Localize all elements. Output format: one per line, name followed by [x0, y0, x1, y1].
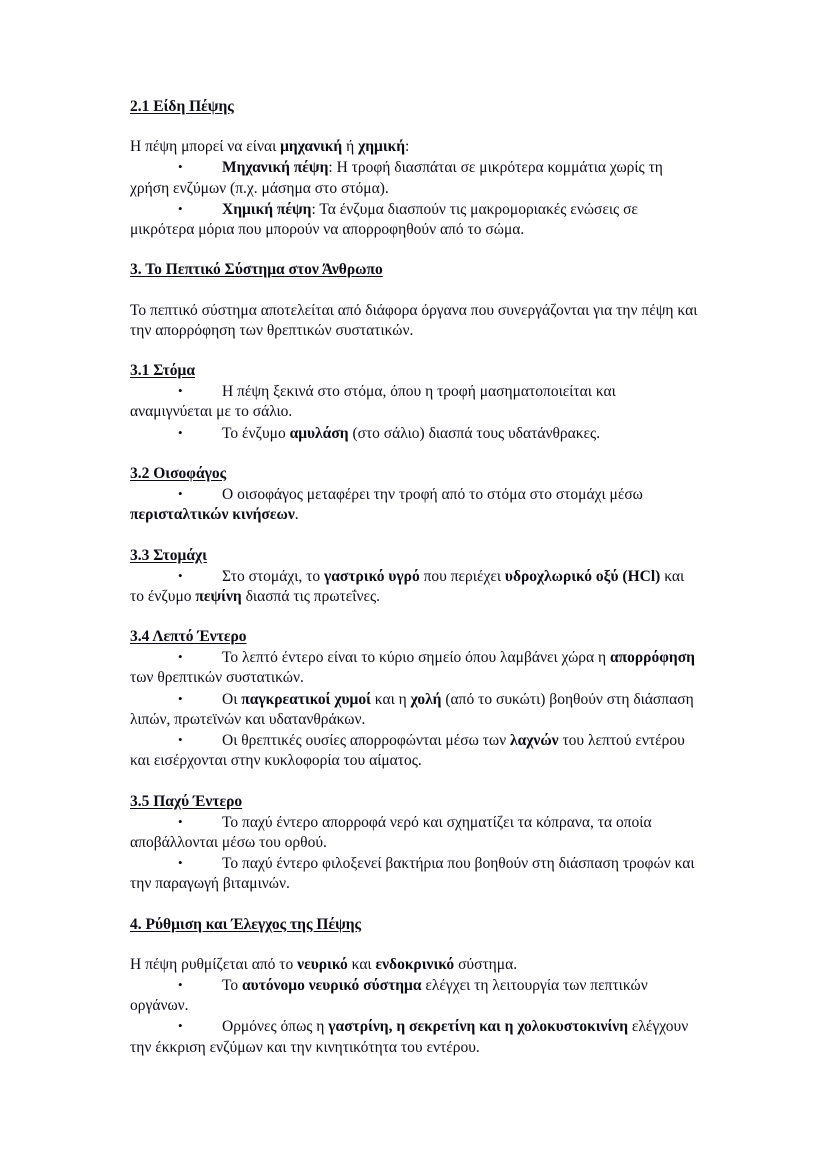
text-run-bold: πεψίνη [195, 587, 242, 605]
bullet-list-item [130, 157, 698, 198]
text-run: Οι θρεπτικές ουσίες απορροφώνται μέσω των [222, 731, 510, 749]
bullet-list [130, 812, 698, 895]
text-run-bold: γαστρίνη, η σεκρετίνη και η χολοκυστοκινίνη [328, 1018, 628, 1036]
bullet-list-item [130, 566, 698, 607]
text-run: Το πεπτικό σύστημα αποτελείται από διάφορα όργανα που συνεργάζονται για την πέψη και την απορρόφηση των θρεπτικών συστατικών. [130, 301, 698, 339]
text-run: : Τα ένζυμα διασπούν τις μακρομοριακές ενώσεις σε μικρότερα μόρια που μπορούν να απορροφηθούν από το σώμα. [130, 200, 638, 238]
bullet-list-item [130, 199, 698, 240]
text-run: Η πέψη μπορεί να είναι [130, 138, 281, 156]
section-heading: 3.1 Στόμα [130, 362, 195, 380]
text-run: και το ένζυμο [130, 567, 685, 605]
bullet-list [130, 157, 698, 240]
paragraph-spacer [130, 240, 698, 260]
text-run-bold: απορρόφηση [609, 649, 695, 667]
paragraph-spacer [130, 525, 698, 545]
text-run: Το λεπτό έντερο είναι το κύριο σημείο όπου λαμβάνει χώρα η [222, 649, 610, 667]
paragraph-spacer [130, 280, 698, 300]
bullet-list-item [130, 484, 698, 525]
text-run-bold: Μηχανική πέψη [222, 159, 329, 177]
bullet-list [130, 566, 698, 607]
bullet-list-item [130, 853, 698, 894]
text-run: Το [222, 976, 243, 994]
section-heading: 3.3 Στομάχι [130, 546, 207, 564]
bullet-list-item [130, 689, 698, 730]
bullet-list [130, 484, 698, 525]
bullet-list [130, 381, 698, 444]
text-run-bold: χημική [358, 138, 406, 156]
text-run-bold: μηχανική [280, 138, 343, 156]
text-run: του λεπτού εντέρου και εισέρχονται στην κυκλοφορία του αίματος. [130, 731, 685, 770]
text-run: που περιέχει [419, 567, 505, 585]
text-run-bold: Χημική πέψη [222, 200, 312, 218]
body-paragraph [130, 955, 698, 975]
text-run: Η πέψη ρυθμίζεται από το [130, 955, 298, 973]
section-heading: 3.4 Λεπτό Έντερο [130, 628, 247, 646]
text-run: διασπά τις πρωτεΐνες. [241, 587, 380, 605]
paragraph-spacer [130, 117, 698, 137]
paragraph-spacer [130, 935, 698, 955]
text-run-bold: ενδοκρινικό [375, 955, 455, 973]
text-run: ή [342, 138, 359, 156]
text-run: Το παχύ έντερο φιλοξενεί βακτήρια που βοηθούν στη διάσπαση τροφών και την παραγωγή βιταμινών. [130, 854, 695, 893]
bullet-point-icon [178, 157, 222, 178]
bullet-list-item [130, 812, 698, 853]
text-run-bold: υδροχλωρικό οξύ (HCl) [504, 567, 661, 585]
bullet-list [130, 647, 698, 771]
bullet-point-icon [178, 647, 222, 668]
paragraph-spacer [130, 341, 698, 361]
bullet-list-item [130, 1016, 698, 1057]
text-run: : Η τροφή διασπάται σε μικρότερα κομμάτια χωρίς τη χρήση ενζύμων (π.χ. μάσημα στο στόμα). [130, 159, 663, 197]
bullet-list-item [130, 423, 698, 444]
text-run: Στο στομάχι, το [222, 567, 325, 585]
bullet-point-icon [178, 566, 222, 587]
text-run: σύστημα. [454, 955, 518, 973]
bullet-point-icon [178, 381, 222, 402]
text-run: των θρεπτικών συστατικών. [130, 669, 304, 687]
bullet-point-icon [178, 199, 222, 220]
text-run: (από το συκώτι) βοηθούν στη διάσπαση λιπών, πρωτεϊνών και υδατανθράκων. [130, 690, 694, 728]
bullet-point-icon [178, 689, 222, 710]
bullet-point-icon [178, 730, 222, 751]
text-run-bold: αυτόνομο νευρικό σύστημα [242, 976, 422, 994]
bullet-list-item [130, 730, 698, 771]
bullet-point-icon [178, 853, 222, 874]
bullet-point-icon [178, 975, 222, 996]
section-heading: 2.1 Είδη Πέψης [130, 98, 234, 115]
bullet-point-icon [178, 423, 222, 444]
text-run-bold: περισταλτικών κινήσεων [130, 506, 295, 524]
text-run-bold: παγκρεατικοί χυμοί [241, 690, 371, 708]
text-run: Οι [222, 690, 242, 708]
text-run: και [347, 955, 376, 973]
text-run-bold: αμυλάση [289, 424, 349, 442]
text-run: Ορμόνες όπως η [222, 1018, 329, 1036]
bullet-point-icon [178, 484, 222, 505]
section-heading: 4. Ρύθμιση και Έλεγχος της Πέψης [130, 915, 362, 933]
text-run: (στο σάλιο) διασπά τους υδατάνθρακες. [348, 424, 601, 442]
text-run-bold: νευρικό [297, 955, 348, 973]
section-heading: 3. Το Πεπτικό Σύστημα στον Άνθρωπο [130, 261, 383, 279]
bullet-list-item [130, 381, 698, 422]
body-paragraph [130, 301, 698, 341]
text-run: ελέγχει τη λειτουργία των πεπτικών οργάνων. [130, 976, 648, 1015]
text-run-bold: γαστρικό υγρό [324, 567, 420, 585]
bullet-point-icon [178, 1016, 222, 1037]
text-run: Το παχύ έντερο απορροφά νερό και σχηματίζει τα κόπρανα, τα οποία αποβάλλονται μέσω του ορθού. [130, 813, 652, 851]
section-heading: 3.2 Οισοφάγος [130, 464, 227, 482]
paragraph-spacer [130, 771, 698, 791]
text-run: και η [370, 690, 411, 708]
bullet-point-icon [178, 812, 222, 833]
paragraph-spacer [130, 607, 698, 627]
text-run: Το ένζυμο [222, 424, 290, 442]
paragraph-spacer [130, 444, 698, 464]
document-body [130, 97, 698, 1058]
text-run: Η πέψη ξεκινά στο στόμα, όπου η τροφή μασηματοποιείται και αναμιγνύεται με το σάλιο. [130, 383, 616, 421]
bullet-list [130, 975, 698, 1058]
bullet-list-item [130, 975, 698, 1016]
bullet-list-item [130, 647, 698, 688]
text-run: Ο οισοφάγος μεταφέρει την τροφή από το στόμα στο στομάχι μέσω [222, 485, 643, 503]
body-paragraph [130, 137, 698, 157]
text-run: : [405, 138, 410, 156]
text-run: . [294, 506, 299, 524]
text-run: ελέγχουν την έκκριση ενζύμων και την κινητικότητα του εντέρου. [130, 1018, 689, 1056]
text-run-bold: χολή [410, 690, 442, 708]
paragraph-spacer [130, 894, 698, 914]
text-run-bold: λαχνών [509, 731, 559, 749]
section-heading: 3.5 Παχύ Έντερο [130, 792, 243, 810]
